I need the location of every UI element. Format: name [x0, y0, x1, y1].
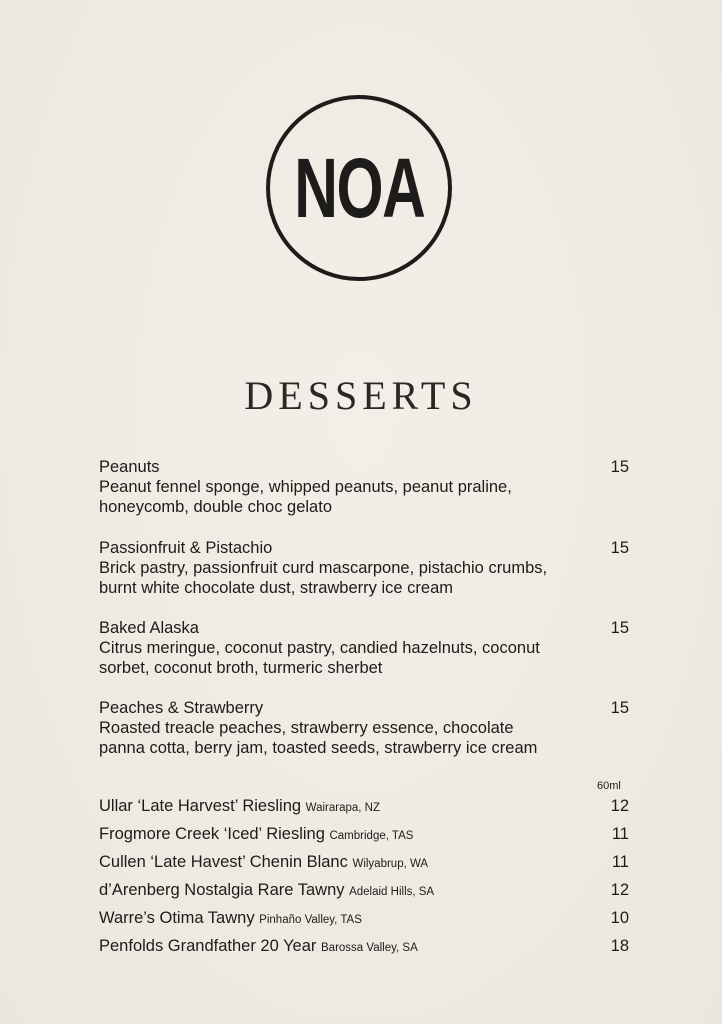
wine-price: 10 — [610, 909, 629, 927]
wine-item — [99, 880, 629, 902]
dessert-description — [99, 638, 629, 678]
description-line: Citrus meringue, coconut pastry, candied hazelnuts, coconut — [99, 639, 540, 657]
dessert-price: 15 — [610, 539, 629, 557]
wine-price: 12 — [610, 797, 629, 815]
description-line: honeycomb, double choc gelato — [99, 498, 332, 516]
wine-name: Warre’s Otima Tawny — [99, 909, 255, 927]
dessert-description — [99, 718, 629, 758]
dessert-name: Passionfruit & Pistachio — [99, 539, 273, 557]
dessert-name: Peanuts — [99, 458, 160, 476]
description-line: Roasted treacle peaches, strawberry essence, chocolate — [99, 719, 514, 737]
dessert-price: 15 — [610, 458, 629, 476]
dessert-item — [99, 698, 629, 758]
wine-name: Ullar ‘Late Harvest’ Riesling — [99, 797, 302, 815]
wine-serving-size: 60ml — [597, 780, 621, 792]
noa-logo — [266, 95, 452, 281]
wine-name: Cullen ‘Late Havest’ Chenin Blanc — [99, 853, 348, 871]
dessert-item — [99, 457, 629, 517]
wine-price: 18 — [610, 937, 629, 955]
wine-item — [99, 824, 629, 846]
wine-price: 11 — [611, 853, 629, 871]
dessert-name: Peaches & Strawberry — [99, 699, 264, 717]
wine-region: Wilyabrup, WA — [352, 858, 429, 870]
description-line: sorbet, coconut broth, turmeric sherbet — [99, 659, 383, 677]
dessert-item — [99, 618, 629, 678]
wine-price: 11 — [611, 825, 629, 843]
description-line: Brick pastry, passionfruit curd mascarpone, pistachio crumbs, — [99, 559, 548, 577]
dessert-price: 15 — [610, 619, 629, 637]
logo-text: NOA — [293, 141, 425, 235]
dessert-description — [99, 477, 629, 517]
description-line: burnt white chocolate dust, strawberry ice cream — [99, 579, 453, 597]
description-line: panna cotta, berry jam, toasted seeds, strawberry ice cream — [99, 739, 538, 757]
wine-region: Pinhaño Valley, TAS — [259, 914, 362, 926]
wine-item — [99, 852, 629, 874]
dessert-price: 15 — [610, 699, 629, 717]
wine-region: Cambridge, TAS — [329, 830, 414, 842]
wine-name: Frogmore Creek ‘Iced’ Riesling — [99, 825, 325, 843]
wine-region: Adelaid Hills, SA — [349, 886, 435, 898]
wine-item — [99, 936, 629, 958]
wine-name: d’Arenberg Nostalgia Rare Tawny — [99, 881, 345, 899]
wine-price: 12 — [610, 881, 629, 899]
wine-name: Penfolds Grandfather 20 Year — [99, 937, 317, 955]
wine-item — [99, 908, 629, 930]
description-line: Peanut fennel sponge, whipped peanuts, peanut praline, — [99, 478, 512, 496]
page-title: DESSERTS — [244, 373, 478, 418]
dessert-name: Baked Alaska — [99, 619, 199, 637]
wine-region: Wairarapa, NZ — [305, 802, 380, 814]
dessert-item — [99, 538, 629, 598]
wine-region: Barossa Valley, SA — [321, 942, 418, 954]
wine-item — [99, 796, 629, 818]
dessert-description — [99, 558, 629, 598]
